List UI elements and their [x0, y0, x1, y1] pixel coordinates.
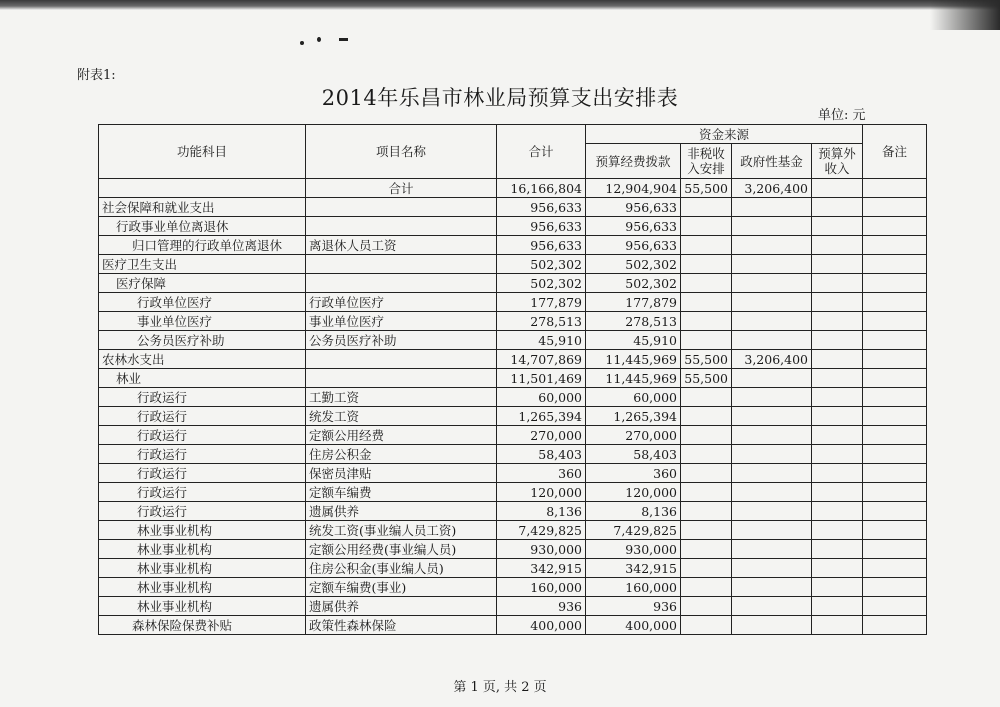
annex-label: 附表1:	[77, 68, 116, 83]
cell-function: 行政运行	[99, 407, 306, 426]
cell-total: 177,879	[497, 293, 586, 312]
table-row	[99, 559, 927, 578]
cell-total: 58,403	[497, 445, 586, 464]
table-row	[99, 540, 927, 559]
cell-nontax: 55,500	[681, 179, 732, 198]
cell-nontax	[681, 540, 732, 559]
cell-project: 保密员津贴	[306, 464, 497, 483]
cell-govfund: 3,206,400	[732, 350, 812, 369]
cell-total: 956,633	[497, 236, 586, 255]
cell-budget: 1,265,394	[586, 407, 681, 426]
cell-budget: 956,633	[586, 217, 681, 236]
cell-project: 离退休人员工资	[306, 236, 497, 255]
cell-project: 住房公积金(事业编人员)	[306, 559, 497, 578]
table-row	[99, 578, 927, 597]
cell-function: 林业事业机构	[99, 578, 306, 597]
cell-function: 林业事业机构	[99, 521, 306, 540]
cell-nontax	[681, 217, 732, 236]
cell-budget: 400,000	[586, 616, 681, 635]
header-govfund: 政府性基金	[732, 144, 812, 179]
table-row	[99, 293, 927, 312]
cell-function: 行政运行	[99, 483, 306, 502]
cell-govfund	[732, 426, 812, 445]
cell-remarks	[863, 350, 927, 369]
cell-nontax	[681, 483, 732, 502]
cell-budget: 930,000	[586, 540, 681, 559]
table-row	[99, 369, 927, 388]
cell-govfund	[732, 217, 812, 236]
cell-remarks	[863, 445, 927, 464]
cell-nontax	[681, 236, 732, 255]
cell-function: 事业单位医疗	[99, 312, 306, 331]
cell-budget: 278,513	[586, 312, 681, 331]
table-row	[99, 217, 927, 236]
cell-remarks	[863, 578, 927, 597]
cell-total: 930,000	[497, 540, 586, 559]
table-row	[99, 179, 927, 198]
cell-total: 45,910	[497, 331, 586, 350]
cell-extrabudget	[812, 445, 863, 464]
cell-extrabudget	[812, 407, 863, 426]
cell-function: 行政运行	[99, 502, 306, 521]
cell-total: 11,501,469	[497, 369, 586, 388]
cell-govfund: 3,206,400	[732, 179, 812, 198]
cell-nontax	[681, 559, 732, 578]
cell-function: 行政运行	[99, 464, 306, 483]
cell-budget: 160,000	[586, 578, 681, 597]
cell-function: 公务员医疗补助	[99, 331, 306, 350]
unit-label: 单位: 元	[818, 108, 866, 123]
cell-govfund	[732, 616, 812, 635]
scan-speck	[317, 37, 321, 42]
cell-remarks	[863, 331, 927, 350]
cell-govfund	[732, 198, 812, 217]
cell-govfund	[732, 483, 812, 502]
cell-nontax	[681, 293, 732, 312]
cell-project: 工勤工资	[306, 388, 497, 407]
cell-remarks	[863, 236, 927, 255]
cell-function: 社会保障和就业支出	[99, 198, 306, 217]
header-function: 功能科目	[99, 125, 306, 179]
cell-budget: 11,445,969	[586, 350, 681, 369]
cell-extrabudget	[812, 616, 863, 635]
cell-project	[306, 217, 497, 236]
cell-function: 行政运行	[99, 426, 306, 445]
cell-govfund	[732, 445, 812, 464]
cell-function: 医疗卫生支出	[99, 255, 306, 274]
table-row	[99, 198, 927, 217]
cell-govfund	[732, 388, 812, 407]
cell-function: 归口管理的行政单位离退休	[99, 236, 306, 255]
cell-function: 林业事业机构	[99, 559, 306, 578]
cell-project	[306, 350, 497, 369]
cell-total: 342,915	[497, 559, 586, 578]
cell-function: 林业事业机构	[99, 540, 306, 559]
cell-remarks	[863, 274, 927, 293]
table-row	[99, 616, 927, 635]
cell-extrabudget	[812, 369, 863, 388]
cell-extrabudget	[812, 540, 863, 559]
cell-extrabudget	[812, 464, 863, 483]
cell-remarks	[863, 426, 927, 445]
cell-total: 60,000	[497, 388, 586, 407]
cell-remarks	[863, 559, 927, 578]
cell-govfund	[732, 312, 812, 331]
table-row	[99, 236, 927, 255]
cell-budget: 45,910	[586, 331, 681, 350]
cell-project: 政策性森林保险	[306, 616, 497, 635]
cell-function: 农林水支出	[99, 350, 306, 369]
cell-extrabudget	[812, 502, 863, 521]
cell-govfund	[732, 521, 812, 540]
cell-project: 公务员医疗补助	[306, 331, 497, 350]
cell-govfund	[732, 578, 812, 597]
header-extrabudget: 预算外收入	[812, 144, 863, 179]
cell-project: 统发工资	[306, 407, 497, 426]
cell-govfund	[732, 559, 812, 578]
cell-extrabudget	[812, 312, 863, 331]
header-remarks: 备注	[863, 125, 927, 179]
cell-nontax: 55,500	[681, 350, 732, 369]
cell-nontax	[681, 312, 732, 331]
header-project: 项目名称	[306, 125, 497, 179]
header-source-group: 资金来源	[586, 125, 863, 144]
table-row	[99, 483, 927, 502]
cell-remarks	[863, 217, 927, 236]
cell-budget: 177,879	[586, 293, 681, 312]
cell-budget: 7,429,825	[586, 521, 681, 540]
cell-budget: 11,445,969	[586, 369, 681, 388]
cell-extrabudget	[812, 293, 863, 312]
cell-budget: 502,302	[586, 274, 681, 293]
cell-function: 行政单位医疗	[99, 293, 306, 312]
cell-project: 定额公用经费	[306, 426, 497, 445]
cell-project: 住房公积金	[306, 445, 497, 464]
table-row	[99, 464, 927, 483]
cell-extrabudget	[812, 198, 863, 217]
cell-total: 8,136	[497, 502, 586, 521]
cell-extrabudget	[812, 521, 863, 540]
cell-total: 270,000	[497, 426, 586, 445]
cell-project: 定额公用经费(事业编人员)	[306, 540, 497, 559]
cell-nontax	[681, 445, 732, 464]
cell-extrabudget	[812, 255, 863, 274]
cell-total: 120,000	[497, 483, 586, 502]
cell-project: 事业单位医疗	[306, 312, 497, 331]
cell-nontax: 55,500	[681, 369, 732, 388]
cell-nontax	[681, 274, 732, 293]
table-row	[99, 597, 927, 616]
cell-total: 502,302	[497, 255, 586, 274]
cell-budget: 60,000	[586, 388, 681, 407]
cell-nontax	[681, 616, 732, 635]
cell-budget: 360	[586, 464, 681, 483]
cell-govfund	[732, 464, 812, 483]
cell-budget: 270,000	[586, 426, 681, 445]
cell-remarks	[863, 502, 927, 521]
cell-remarks	[863, 407, 927, 426]
cell-budget: 342,915	[586, 559, 681, 578]
cell-extrabudget	[812, 578, 863, 597]
table-row	[99, 502, 927, 521]
table-row	[99, 407, 927, 426]
cell-nontax	[681, 407, 732, 426]
page-footer: 第 1 页, 共 2 页	[453, 680, 547, 695]
page-title: 2014年乐昌市林业局预算支出安排表	[321, 86, 679, 110]
cell-total: 956,633	[497, 198, 586, 217]
cell-total: 502,302	[497, 274, 586, 293]
cell-function: 森林保险保费补贴	[99, 616, 306, 635]
cell-govfund	[732, 540, 812, 559]
cell-govfund	[732, 274, 812, 293]
cell-project: 遗属供养	[306, 502, 497, 521]
cell-remarks	[863, 179, 927, 198]
cell-extrabudget	[812, 274, 863, 293]
cell-remarks	[863, 312, 927, 331]
cell-nontax	[681, 255, 732, 274]
cell-extrabudget	[812, 179, 863, 198]
cell-budget: 936	[586, 597, 681, 616]
table-row	[99, 521, 927, 540]
table-body	[99, 179, 927, 635]
cell-project	[306, 369, 497, 388]
cell-remarks	[863, 521, 927, 540]
table-row	[99, 445, 927, 464]
cell-budget: 120,000	[586, 483, 681, 502]
cell-nontax	[681, 198, 732, 217]
cell-govfund	[732, 502, 812, 521]
header-nontax: 非税收入安排	[681, 144, 732, 179]
cell-total: 278,513	[497, 312, 586, 331]
table-header	[99, 125, 927, 179]
cell-govfund	[732, 293, 812, 312]
scan-edge-right	[930, 0, 1000, 30]
cell-remarks	[863, 369, 927, 388]
cell-project: 定额车编费(事业)	[306, 578, 497, 597]
cell-nontax	[681, 521, 732, 540]
scan-edge-top	[0, 0, 1000, 10]
table-row	[99, 426, 927, 445]
cell-project: 行政单位医疗	[306, 293, 497, 312]
cell-project: 合计	[306, 179, 497, 198]
cell-govfund	[732, 597, 812, 616]
cell-total: 7,429,825	[497, 521, 586, 540]
cell-project	[306, 274, 497, 293]
cell-govfund	[732, 331, 812, 350]
table-row	[99, 312, 927, 331]
table-row	[99, 388, 927, 407]
cell-extrabudget	[812, 483, 863, 502]
cell-project: 统发工资(事业编人员工资)	[306, 521, 497, 540]
cell-total: 1,265,394	[497, 407, 586, 426]
cell-total: 16,166,804	[497, 179, 586, 198]
cell-extrabudget	[812, 597, 863, 616]
header-budget-fund: 预算经费拨款	[586, 144, 681, 179]
cell-extrabudget	[812, 426, 863, 445]
cell-remarks	[863, 597, 927, 616]
cell-project	[306, 255, 497, 274]
cell-total: 956,633	[497, 217, 586, 236]
cell-nontax	[681, 464, 732, 483]
cell-total: 400,000	[497, 616, 586, 635]
cell-function: 行政运行	[99, 445, 306, 464]
cell-remarks	[863, 540, 927, 559]
cell-function: 林业事业机构	[99, 597, 306, 616]
cell-extrabudget	[812, 236, 863, 255]
scan-speck	[339, 38, 348, 41]
cell-remarks	[863, 483, 927, 502]
table-row	[99, 274, 927, 293]
cell-govfund	[732, 236, 812, 255]
cell-nontax	[681, 578, 732, 597]
cell-remarks	[863, 464, 927, 483]
cell-function: 行政运行	[99, 388, 306, 407]
table-row	[99, 255, 927, 274]
cell-remarks	[863, 293, 927, 312]
cell-remarks	[863, 255, 927, 274]
header-total: 合计	[497, 125, 586, 179]
cell-govfund	[732, 369, 812, 388]
cell-total: 160,000	[497, 578, 586, 597]
cell-remarks	[863, 388, 927, 407]
cell-function	[99, 179, 306, 198]
cell-function: 医疗保障	[99, 274, 306, 293]
cell-total: 14,707,869	[497, 350, 586, 369]
cell-budget: 58,403	[586, 445, 681, 464]
table-row	[99, 331, 927, 350]
table-row	[99, 350, 927, 369]
cell-nontax	[681, 388, 732, 407]
cell-nontax	[681, 426, 732, 445]
cell-nontax	[681, 597, 732, 616]
cell-budget: 12,904,904	[586, 179, 681, 198]
cell-govfund	[732, 255, 812, 274]
scan-speck	[300, 41, 304, 45]
cell-remarks	[863, 198, 927, 217]
cell-budget: 8,136	[586, 502, 681, 521]
cell-budget: 956,633	[586, 198, 681, 217]
cell-function: 林业	[99, 369, 306, 388]
budget-table	[98, 124, 927, 635]
cell-remarks	[863, 616, 927, 635]
cell-budget: 502,302	[586, 255, 681, 274]
cell-extrabudget	[812, 388, 863, 407]
cell-extrabudget	[812, 331, 863, 350]
cell-extrabudget	[812, 350, 863, 369]
cell-total: 360	[497, 464, 586, 483]
cell-function: 行政事业单位离退休	[99, 217, 306, 236]
cell-budget: 956,633	[586, 236, 681, 255]
cell-nontax	[681, 502, 732, 521]
cell-total: 936	[497, 597, 586, 616]
cell-project	[306, 198, 497, 217]
cell-project: 定额车编费	[306, 483, 497, 502]
cell-nontax	[681, 331, 732, 350]
cell-project: 遗属供养	[306, 597, 497, 616]
cell-extrabudget	[812, 559, 863, 578]
cell-govfund	[732, 407, 812, 426]
cell-extrabudget	[812, 217, 863, 236]
